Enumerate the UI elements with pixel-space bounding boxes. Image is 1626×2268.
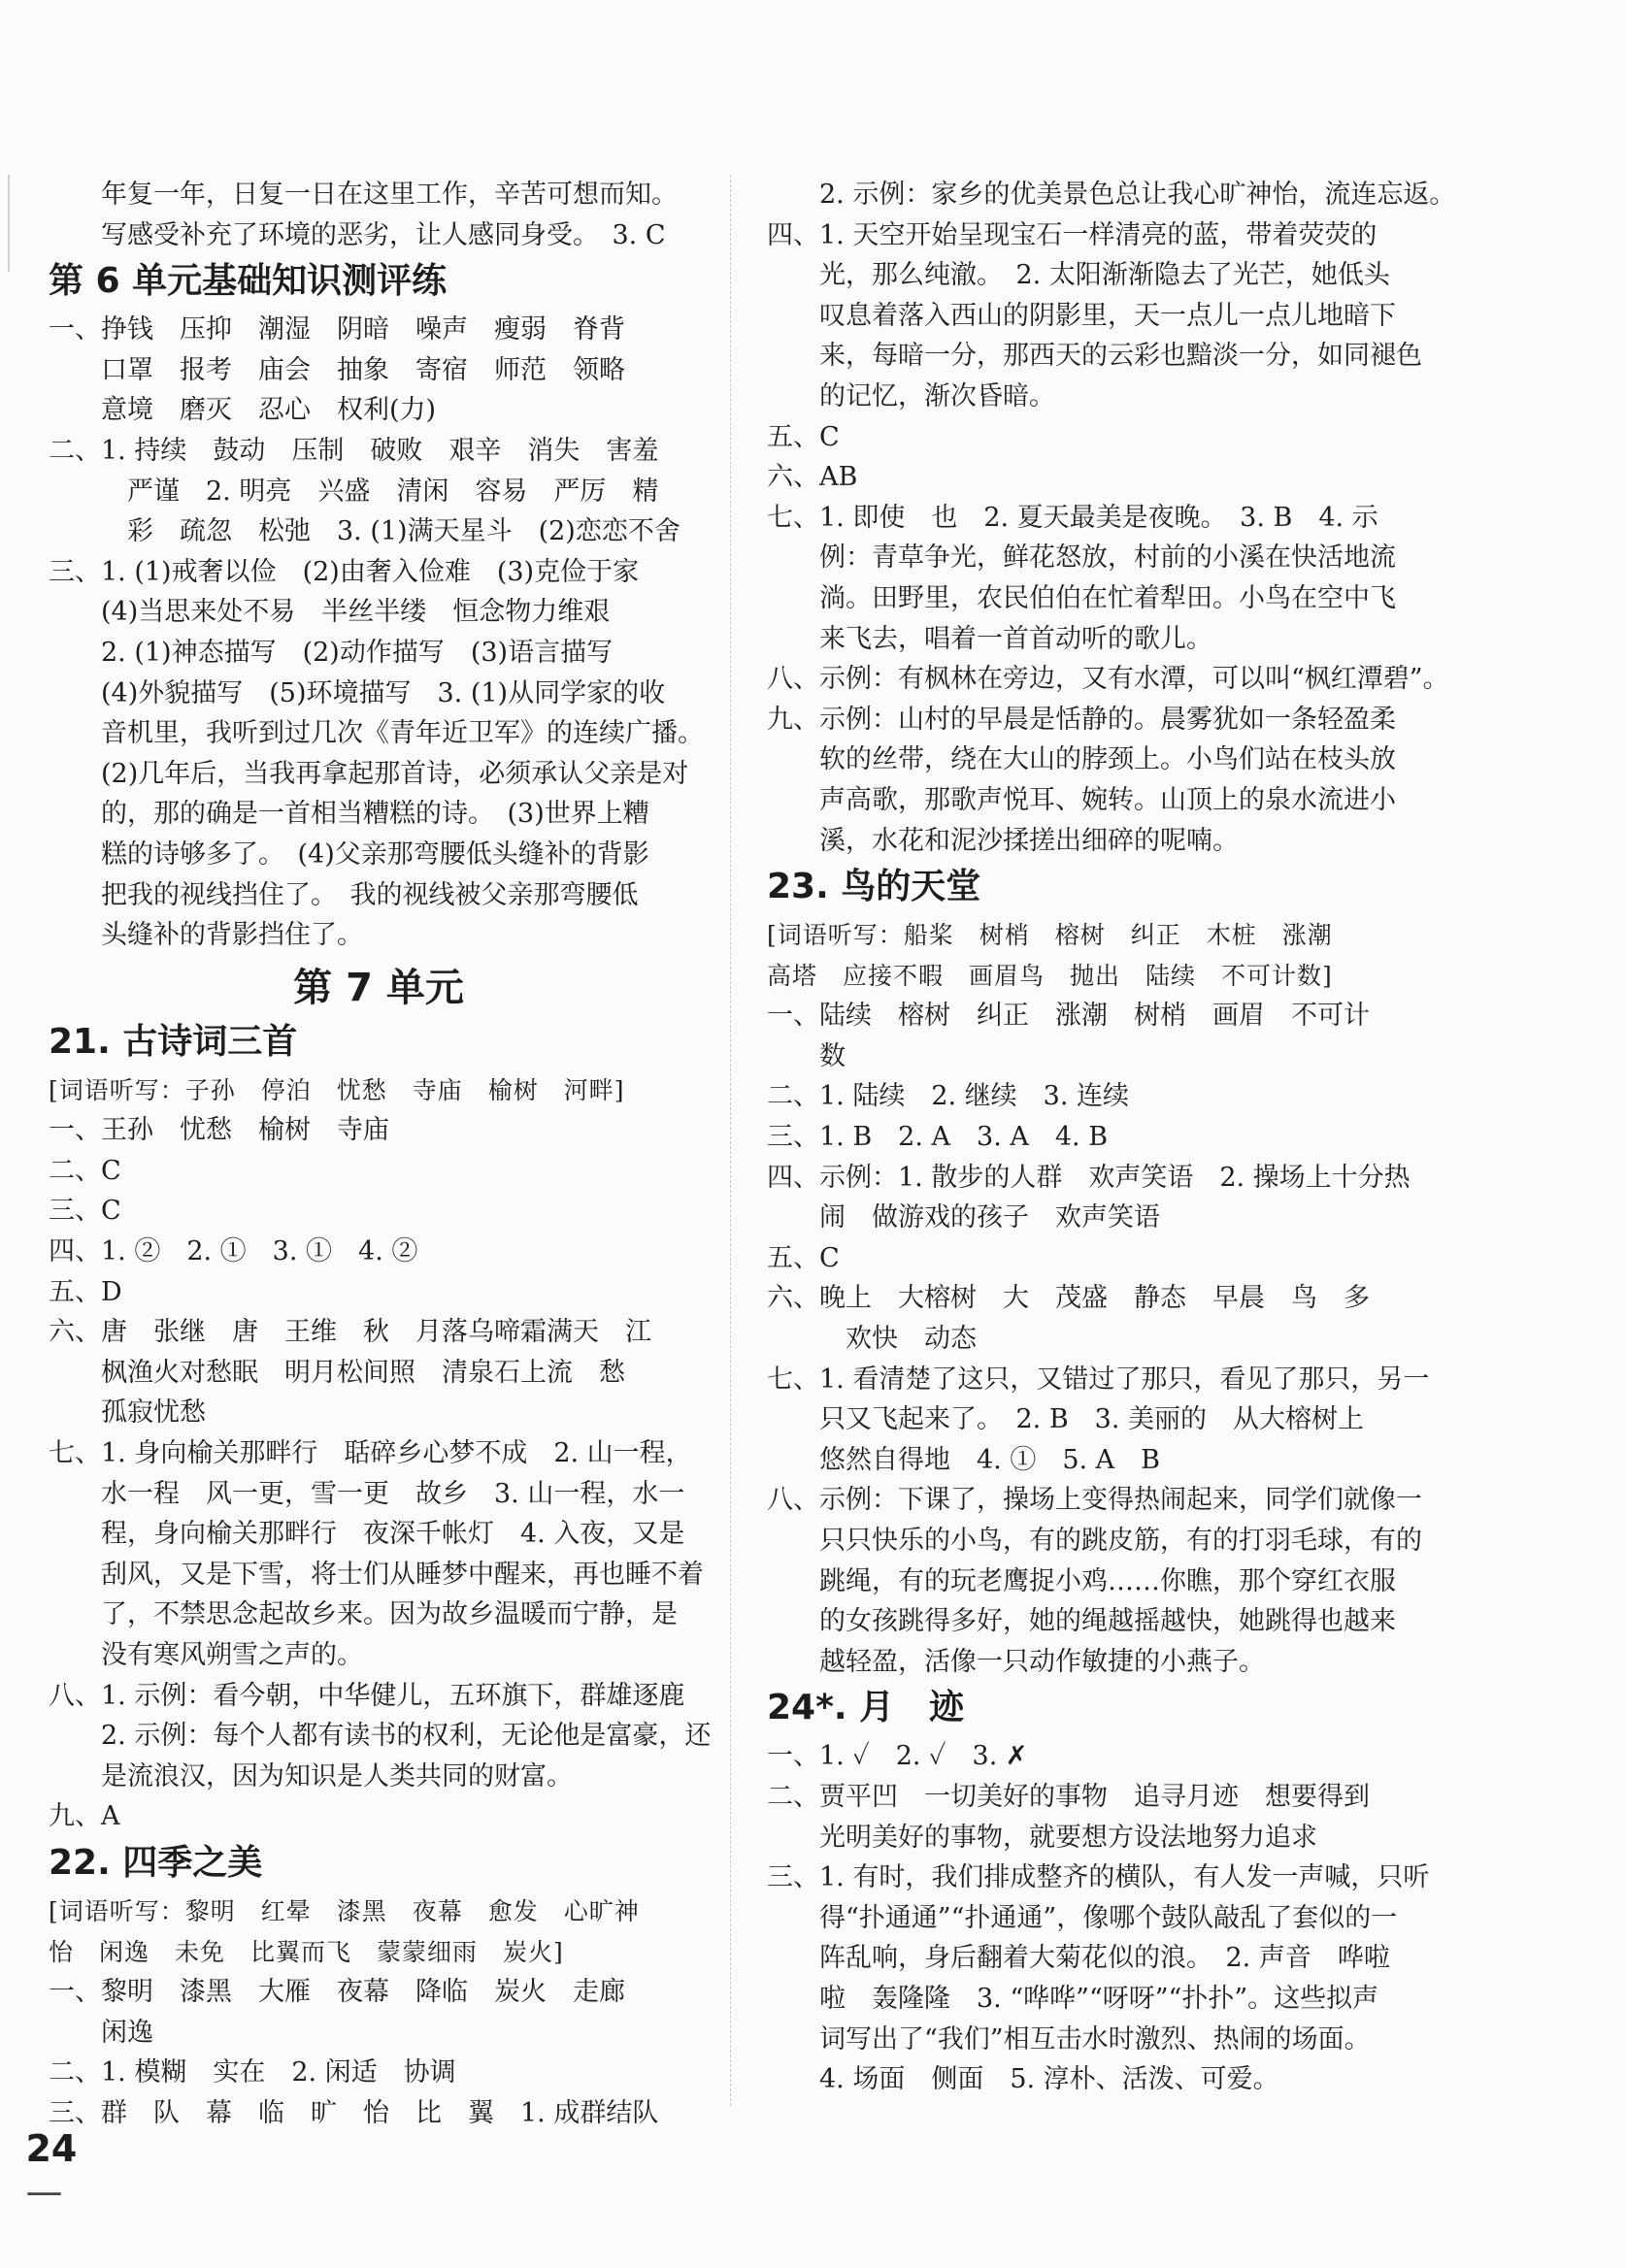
answer-line: 五、D bbox=[49, 1276, 122, 1307]
answer-line: 头缝补的背影挡住了。 bbox=[49, 920, 363, 951]
answer-line: 欢快 动态 bbox=[767, 1324, 977, 1355]
answer-line: 六、晚上 大榕树 大 茂盛 静态 早晨 鸟 多 bbox=[767, 1283, 1370, 1314]
answer-line: 二、C bbox=[49, 1155, 121, 1186]
section-heading: 22. 四季之美 bbox=[49, 1842, 263, 1883]
answer-line: 七、1. 即使 也 2. 夏天最美是夜晚。 3. B 4. 示 bbox=[767, 502, 1378, 533]
answer-line: 年复一年，日复一日在这里工作，辛苦可想而知。 bbox=[49, 180, 678, 210]
left-column bbox=[49, 175, 712, 2134]
answer-line: 三、C bbox=[49, 1196, 121, 1227]
answer-line: 一、陆续 榕树 纠正 涨潮 树梢 画眉 不可计 bbox=[767, 1001, 1370, 1032]
answer-line: 一、1. ✓ 2. ✓ 3. ✗ bbox=[767, 1741, 1028, 1772]
answer-line: 悠然自得地 4. ① 5. A B bbox=[767, 1444, 1161, 1475]
answer-line: 水一程 风一更，雪一更 故乡 3. 山一程，水一 bbox=[49, 1478, 685, 1509]
answer-line: 来飞去，唱着一首首动听的歌儿。 bbox=[767, 623, 1212, 654]
answer-line: 八、示例：有枫林在旁边，又有水潭，可以叫“枫红潭碧”。 bbox=[767, 664, 1449, 695]
answer-line: 程，身向榆关那畔行 夜深千帐灯 4. 入夜，又是 bbox=[49, 1519, 685, 1550]
answer-line: 声高歌，那歌声悦耳、婉转。山顶上的泉水流进小 bbox=[767, 784, 1396, 815]
vocab-dictation-line: 怡 闲逸 未免 比翼而飞 蒙蒙细雨 炭火] bbox=[49, 1937, 564, 1966]
answer-line: 口罩 报考 庙会 抽象 寄宿 师范 领略 bbox=[49, 354, 625, 385]
answer-line: 光明美好的事物，就要想方设法地努力追求 bbox=[767, 1822, 1317, 1853]
answer-line: 五、C bbox=[767, 1242, 840, 1273]
answer-line: 一、黎明 漆黑 大雁 夜幕 降临 炭火 走廊 bbox=[49, 1977, 625, 2008]
answer-line: 2. 示例：家乡的优美景色总让我心旷神怡，流连忘返。 bbox=[767, 180, 1456, 210]
answer-line: 没有寒风朔雪之声的。 bbox=[49, 1640, 363, 1670]
vocab-dictation-line: 高塔 应接不暇 画眉鸟 抛出 陆续 不可计数] bbox=[767, 961, 1333, 990]
vocab-dictation-line: [词语听写：黎明 红晕 漆黑 夜幕 愈发 心旷神 bbox=[49, 1896, 640, 1925]
answer-line: 四、1. ② 2. ① 3. ① 4. ② bbox=[49, 1236, 418, 1267]
answer-line: 严谨 2. 明亮 兴盛 清闲 容易 严厉 精 bbox=[49, 476, 659, 507]
page-footer bbox=[0, 2085, 77, 2213]
answer-line: 4. 场面 侧面 5. 淳朴、活泼、可爱。 bbox=[767, 2064, 1279, 2095]
answer-line: 阵乱响，身后翻着大菊花似的浪。 2. 声音 哗啦 bbox=[767, 1943, 1390, 1974]
answer-line: (4)外貌描写 (5)环境描写 3. (1)从同学家的收 bbox=[49, 677, 666, 708]
answer-line: 八、示例：下课了，操场上变得热闹起来，同学们就像一 bbox=[767, 1485, 1422, 1516]
answer-line: 三、群 队 幕 临 旷 怡 比 翼 1. 成群结队 bbox=[49, 2097, 659, 2128]
answer-line: 啦 轰隆隆 3. “哗哗”“呀呀”“扑扑”。这些拟声 bbox=[767, 1983, 1379, 2014]
answer-line: 枫渔火对愁眠 明月松间照 清泉石上流 愁 bbox=[49, 1357, 625, 1388]
answer-line: 只又飞起来了。 2. B 3. 美丽的 从大榕树上 bbox=[767, 1404, 1365, 1435]
answer-line: 淌。田野里，农民伯伯在忙着犁田。小鸟在空中飞 bbox=[767, 582, 1396, 613]
section-heading: 24*. 月 迹 bbox=[767, 1688, 965, 1728]
answer-line: 写感受补充了环境的恶劣，让人感同身受。 3. C bbox=[49, 219, 666, 250]
answer-line: 九、示例：山村的早晨是恬静的。晨雾犹如一条轻盈柔 bbox=[767, 704, 1396, 735]
answer-line: 把我的视线挡住了。 我的视线被父亲那弯腰低 bbox=[49, 879, 639, 910]
answer-line: 2. 示例：每个人都有读书的权利，无论他是富豪，还 bbox=[49, 1721, 712, 1752]
answer-line: 二、1. 持续 鼓动 压制 破败 艰辛 消失 害羞 bbox=[49, 435, 659, 466]
answer-line: 数 bbox=[767, 1040, 846, 1071]
answer-line: 四、示例：1. 散步的人群 欢声笑语 2. 操场上十分热 bbox=[767, 1162, 1410, 1193]
answer-line: (4)当思来处不易 半丝半缕 恒念物力维艰 bbox=[49, 597, 611, 628]
vocab-dictation-line: [词语听写：子孙 停泊 忧愁 寺庙 榆树 河畔] bbox=[49, 1075, 625, 1104]
section-heading: 第 6 单元基础知识测评练 bbox=[49, 261, 448, 302]
answer-line: 光，那么纯澈。 2. 太阳渐渐隐去了光芒，她低头 bbox=[767, 260, 1390, 291]
answer-line: 二、1. 陆续 2. 继续 3. 连续 bbox=[767, 1081, 1130, 1112]
answer-line: 只只快乐的小鸟，有的跳皮筋，有的打羽毛球，有的 bbox=[767, 1526, 1422, 1556]
answer-line: 刮风，又是下雪，将士们从睡梦中醒来，再也睡不着 bbox=[49, 1559, 704, 1590]
answer-line: 得“扑通通”“扑通通”，像哪个鼓队敲乱了套似的一 bbox=[767, 1902, 1398, 1933]
answer-line: 的女孩跳得多好，她的绳越摇越快，她跳得也越来 bbox=[767, 1606, 1396, 1637]
answer-line: 一、挣钱 压抑 潮湿 阴暗 噪声 瘦弱 脊背 bbox=[49, 314, 625, 345]
answer-line: 八、1. 示例：看今朝，中华健儿，五环旗下，群雄逐鹿 bbox=[49, 1680, 685, 1711]
answer-line: 2. (1)神态描写 (2)动作描写 (3)语言描写 bbox=[49, 637, 614, 668]
answer-line: 六、AB bbox=[767, 462, 858, 493]
answer-line: 七、1. 看清楚了这只，又错过了那只，看见了那只，另一 bbox=[767, 1364, 1430, 1395]
answer-line: 三、1. B 2. A 3. A 4. B bbox=[767, 1122, 1109, 1153]
answer-line: 溪，水花和泥沙揉搓出细碎的呢喃。 bbox=[767, 825, 1239, 856]
answer-line: 一、王孙 忧愁 榆树 寺庙 bbox=[49, 1115, 389, 1146]
answer-line: 二、贾平凹 一切美好的事物 追寻月迹 想要得到 bbox=[767, 1781, 1370, 1812]
answer-line: 了，不禁思念起故乡来。因为故乡温暖而宁静，是 bbox=[49, 1599, 678, 1630]
right-column bbox=[767, 175, 1456, 2100]
answer-line: 四、1. 天空开始呈现宝石一样清亮的蓝，带着荧荧的 bbox=[767, 219, 1377, 250]
answer-line: 的，那的确是一首相当糟糕的诗。 (3)世界上糟 bbox=[49, 799, 649, 830]
answer-line: 七、1. 身向榆关那畔行 聒碎乡心梦不成 2. 山一程， bbox=[49, 1438, 692, 1469]
answer-line: 九、A bbox=[49, 1801, 120, 1832]
answer-line: 闹 做游戏的孩子 欢声笑语 bbox=[767, 1202, 1160, 1233]
answer-line: 二、1. 模糊 实在 2. 闲适 协调 bbox=[49, 2057, 456, 2088]
answer-line: 是流浪汉，因为知识是人类共同的财富。 bbox=[49, 1760, 573, 1791]
answer-line: 孤寂忧愁 bbox=[49, 1397, 206, 1429]
page-number: 24 bbox=[25, 2127, 78, 2170]
answer-line: 词写出了“我们”相互击水时激烈、热闹的场面。 bbox=[767, 2023, 1371, 2054]
answer-line: 的记忆，渐次昏暗。 bbox=[767, 380, 1055, 411]
answer-line: 三、1. 有时，我们排成整齐的横队，有人发一声喊，只听 bbox=[767, 1862, 1430, 1893]
section-heading: 21. 古诗词三首 bbox=[49, 1021, 298, 1062]
answer-line: 来，每暗一分，那西天的云彩也黯淡一分，如同褪色 bbox=[767, 341, 1422, 372]
answer-line: 五、C bbox=[767, 421, 840, 452]
column-divider bbox=[730, 175, 731, 2106]
answer-line: 叹息着落入西山的阴影里，天一点儿一点儿地暗下 bbox=[767, 300, 1396, 331]
answer-line: 三、1. (1)戒奢以俭 (2)由奢入俭难 (3)克俭于家 bbox=[49, 556, 640, 587]
margin-rule bbox=[8, 175, 10, 272]
section-heading: 23. 鸟的天堂 bbox=[767, 867, 981, 907]
answer-line: 糕的诗够多了。 (4)父亲那弯腰低头缝补的背影 bbox=[49, 838, 649, 870]
answer-line: 软的丝带，绕在大山的脖颈上。小鸟们站在枝头放 bbox=[767, 744, 1396, 775]
answer-line: 意境 磨灭 忍心 权利(力) bbox=[49, 395, 437, 426]
answer-line: 六、唐 张继 唐 王维 秋 月落乌啼霜满天 江 bbox=[49, 1317, 651, 1348]
vocab-dictation-line: [词语听写：船桨 树梢 榕树 纠正 木桩 涨潮 bbox=[767, 921, 1333, 950]
footer-dash: — bbox=[25, 2170, 63, 2213]
answer-line: (2)几年后，当我再拿起那首诗，必须承认父亲是对 bbox=[49, 758, 689, 789]
answer-line: 例：青草争光，鲜花怒放，村前的小溪在快活地流 bbox=[767, 542, 1396, 574]
answer-line: 彩 疏忽 松弛 3. (1)满天星斗 (2)恋恋不舍 bbox=[49, 516, 680, 547]
answer-line: 音机里，我听到过几次《青年近卫军》的连续广播。 bbox=[49, 718, 704, 749]
unit-heading: 第 7 单元 bbox=[293, 965, 464, 1010]
answer-line: 跳绳，有的玩老鹰捉小鸡……你瞧，那个穿红衣服 bbox=[767, 1565, 1396, 1596]
answer-line: 闲逸 bbox=[49, 2017, 153, 2048]
answer-line: 越轻盈，活像一只动作敏捷的小燕子。 bbox=[767, 1646, 1265, 1677]
